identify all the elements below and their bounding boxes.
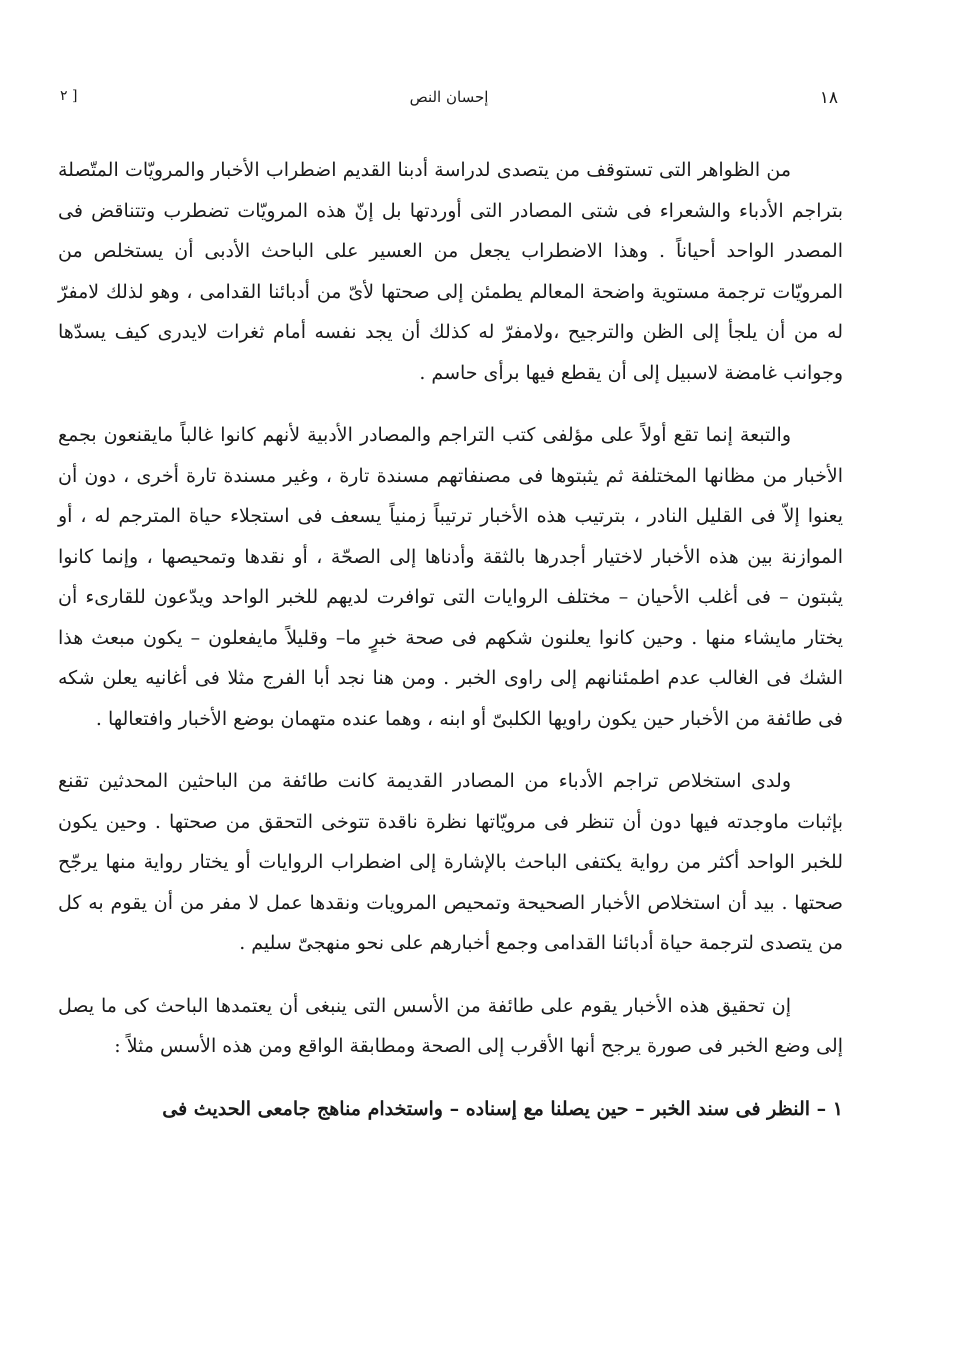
paragraph: ولدى استخلاص تراجم الأدباء من المصادر القديمة كانت طائفة من الباحثين المحدثين تقنع بإثبات ماوجدته فيها دون أن تنظر فى مرويّاتها نظرة ناقدة تتوخى التحقق من صحتها . وحين يكون للخبر الواحد أكثر من رواية يكتفى الباحث بالإشارة إلى اضطراب الروايات أو يختار رواية منها يرجّح صحتها . بيد أن استخلاص الأخبار الصحيحة وتمحيص المرويات ونقدها عمل لا مفر من أن يقوم به كل من يتصدى لترجمة حياة أدبائنا القدامى وجمع أخبارهم على نحو منهجىّ سليم . — [58, 770, 843, 954]
body-text — [58, 150, 843, 1151]
chapter-marker: [ ٢ — [60, 88, 78, 104]
running-head — [60, 88, 838, 114]
running-title: إحسان النص — [409, 88, 489, 106]
paragraph: من الظواهر التى تستوقف من يتصدى لدراسة أدبنا القديم اضطراب الأخبار والمرويّات المتّصلة بتراجم الأدباء والشعراء فى شتى المصادر التى أوردتها بل إنّ هذه المرويّات تضطرب وتتناقض فى المصدر الواحد أحياناً . وهذا الاضطراب يجعل من العسير على الباحث الأدبى أن يستخلص من المرويّات ترجمة مستوية واضحة المعالم يطمئن إلى صحتها لأىّ من أدبائنا القدامى ، وهو لذلك لامفرّ له من أن يلجأ إلى الظن والترجيح ،ولامفرّ له كذلك أن يجد نفسه أمام ثغرات لايدرى كيف يسدّها وجوانب غامضة لاسبيل إلى أن يقطع فيها برأى حاسم . — [58, 159, 843, 384]
numbered-item: ١ – النظر فى سند الخبر – حين يصلنا مع إسناده – واستخدام مناهج جامعى الحديث فى — [162, 1097, 843, 1120]
page-number: ١٨ — [819, 88, 838, 108]
paragraph: والتبعة إنما تقع أولاً على مؤلفى كتب التراجم والمصادر الأدبية لأنهم كانوا غالباً مايقنعون بجمع الأخبار من مظانها المختلفة ثم يثبتوها فى مصنفاتهم مسندة تارة ، وغير مسندة تارة أخرى ، دون أن يعنوا إلاّ فى القليل النادر ، بترتيب هذه الأخبار ترتيباً زمنياً يسعف فى استجلاء حياة المترجم له ، أو الموازنة بين هذه الأخبار لاختيار أجدرها بالثقة وأدناها إلى الصحّة ، أو نقدها وتمحيصها ، وإنما كانوا يثبتون – فى أغلب الأحيان – مختلف الروايات التى توافرت لديهم للخبر الواحد ويدّعون للقارىء أن يختار مايشاء منها . وحين كانوا يعلنون شكهم فى صحة خبرٍ ما– وقليلاً مايفعلون – يكون مبعث هذا الشك فى الغالب عدم اطمئنانهم إلى راوى الخبر . ومن هنا نجد أبا الفرج مثلا فى أغانيه يعلن شكه فى طائفة من الأخبار حين يكون راويها الكلبىّ أو ابنه ، وهما عنده متهمان بوضع الأخبار وافتعالها . — [58, 424, 843, 730]
paragraph: إن تحقيق هذه الأخبار يقوم على طائفة من الأسس التى ينبغى أن يعتمدها الباحث كى ما يصل إلى وضع الخبر فى صورة يرجح أنها الأقرب إلى الصحة ومطابقة الواقع ومن هذه الأسس مثلاً : — [58, 994, 843, 1057]
